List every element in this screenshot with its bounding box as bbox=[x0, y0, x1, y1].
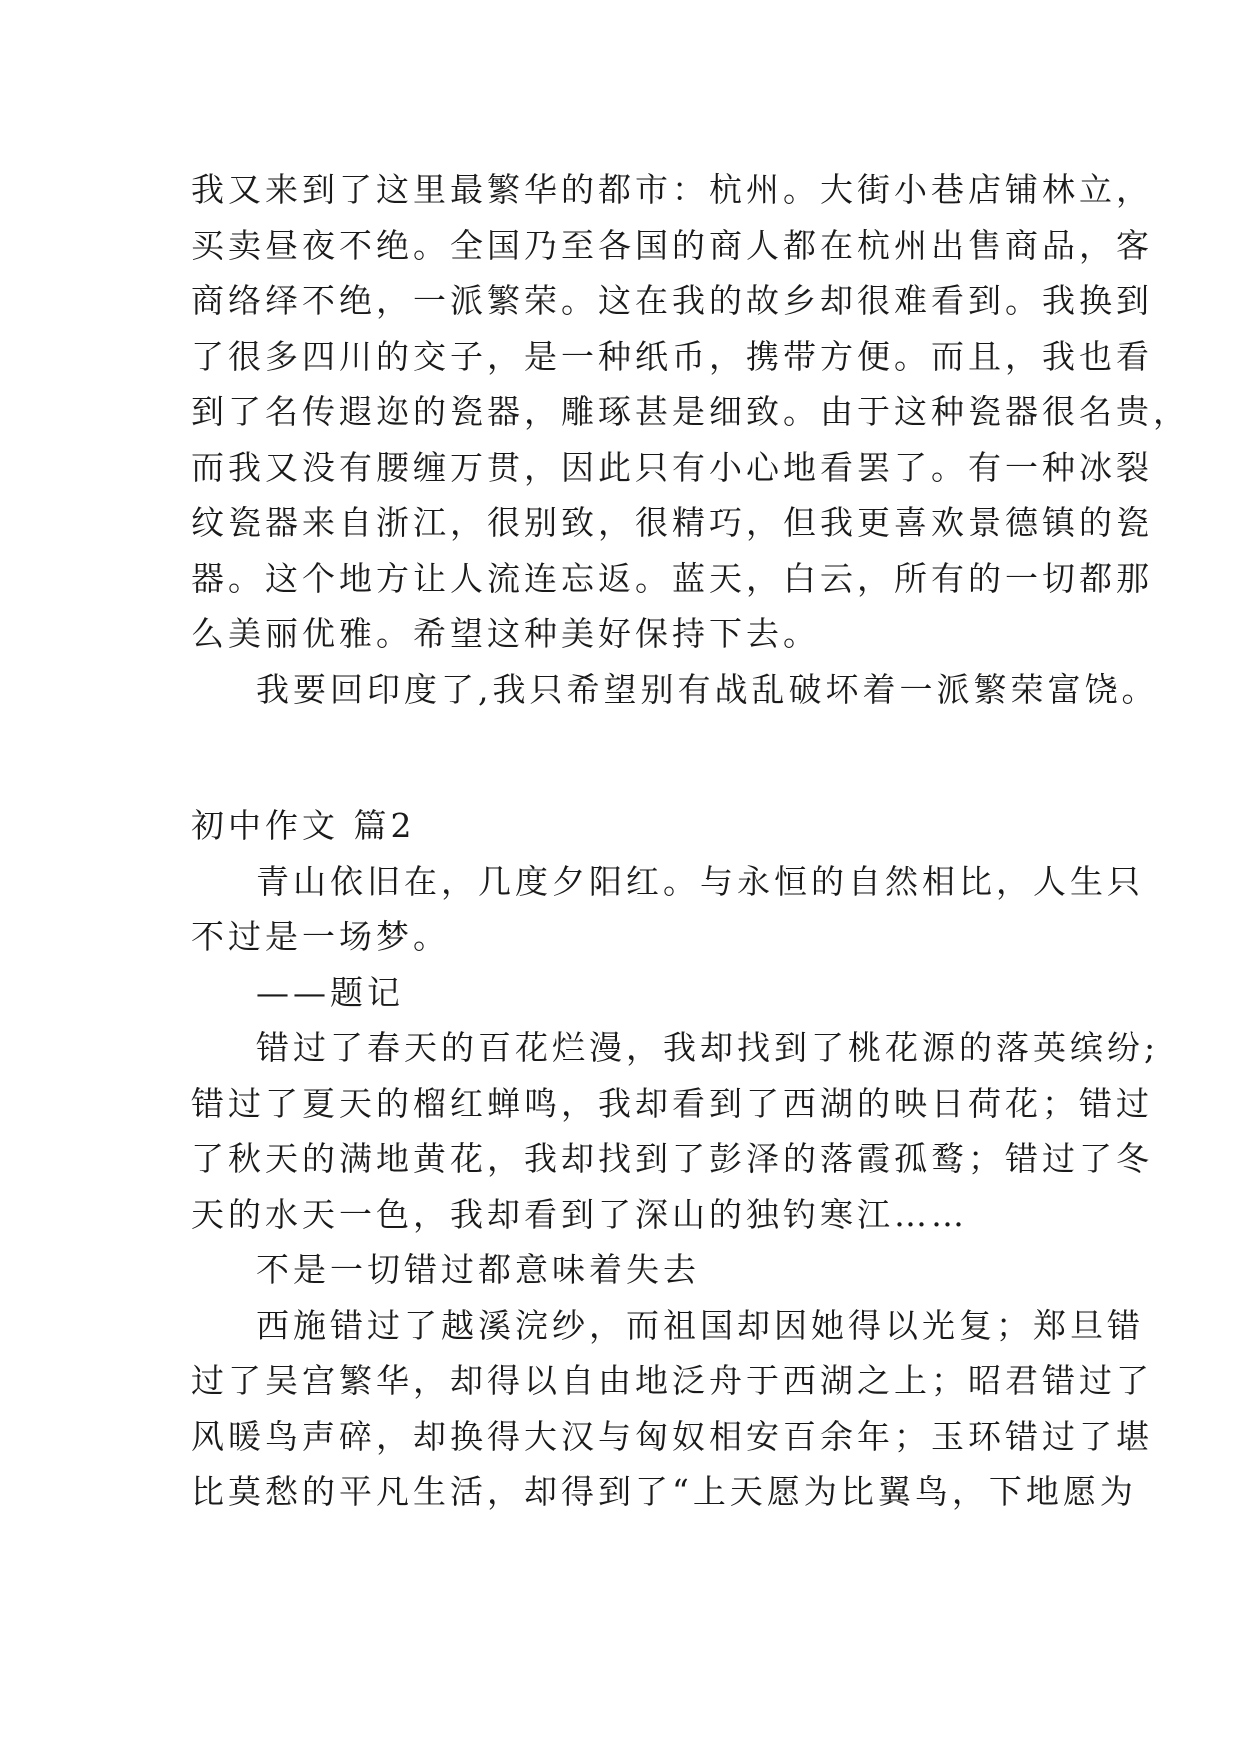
essay-section-2 bbox=[191, 798, 1160, 1520]
paragraph-line: 买卖昼夜不绝。全国乃至各国的商人都在杭州出售商品，客 bbox=[191, 225, 1153, 265]
paragraph-line: 纹瓷器来自浙江，很别致，很精巧，但我更喜欢景德镇的瓷 bbox=[191, 503, 1153, 542]
paragraph-line: 不过是一场梦。 bbox=[191, 917, 450, 956]
closing-paragraph: 我要回印度了,我只希望别有战乱破坏着一派繁荣富饶。 bbox=[256, 669, 1159, 709]
paragraph-line: 风暖鸟声碎，却换得大汉与匈奴相安百余年；玉环错过了堪 bbox=[191, 1416, 1153, 1456]
paragraph-line: 到了名传遐迩的瓷器，雕琢甚是细致。由于这种瓷器很名贵， bbox=[191, 392, 1190, 431]
paragraph-line: 么美丽优雅。希望这种美好保持下去。 bbox=[191, 614, 820, 653]
paragraph-line: 了很多四川的交子，是一种纸币，携带方便。而且，我也看 bbox=[191, 336, 1153, 376]
paragraph-line: 西施错过了越溪浣纱，而祖国却因她得以光复；郑旦错 bbox=[256, 1305, 1144, 1345]
paragraph-line: 青山依旧在，几度夕阳红。与永恒的自然相比，人生只 bbox=[256, 861, 1144, 901]
paragraph-line: 了秋天的满地黄花，我却找到了彭泽的落霞孤鹜；错过了冬 bbox=[191, 1139, 1153, 1178]
paragraph-line: 过了吴宫繁华，却得以自由地泛舟于西湖之上；昭君错过了 bbox=[191, 1361, 1153, 1400]
essay-section-1 bbox=[191, 162, 1190, 717]
paragraph-line: 而我又没有腰缠万贯，因此只有小心地看罢了。有一种冰裂 bbox=[191, 447, 1153, 487]
paragraph-line: 比莫愁的平凡生活，却得到了“上天愿为比翼鸟，下地愿为 bbox=[191, 1472, 1137, 1511]
paragraph-line: 不是一切错过都意味着失去 bbox=[256, 1250, 700, 1289]
paragraph-line: 错过了夏天的榴红蝉鸣，我却看到了西湖的映日荷花；错过 bbox=[191, 1083, 1153, 1123]
paragraph-line: 器。这个地方让人流连忘返。蓝天，白云，所有的一切都那 bbox=[191, 558, 1153, 598]
paragraph-line: 我又来到了这里最繁华的都市：杭州。大街小巷店铺林立， bbox=[191, 170, 1153, 209]
paragraph-line: 天的水天一色，我却看到了深山的独钓寒江…… bbox=[191, 1194, 968, 1234]
paragraph-line: 商络绎不绝，一派繁荣。这在我的故乡却很难看到。我换到 bbox=[191, 281, 1153, 320]
paragraph-line: 错过了春天的百花烂漫，我却找到了桃花源的落英缤纷; bbox=[256, 1028, 1160, 1067]
epigraph-attribution: ——题记 bbox=[256, 972, 404, 1012]
section-heading: 初中作文 篇2 bbox=[191, 806, 416, 845]
